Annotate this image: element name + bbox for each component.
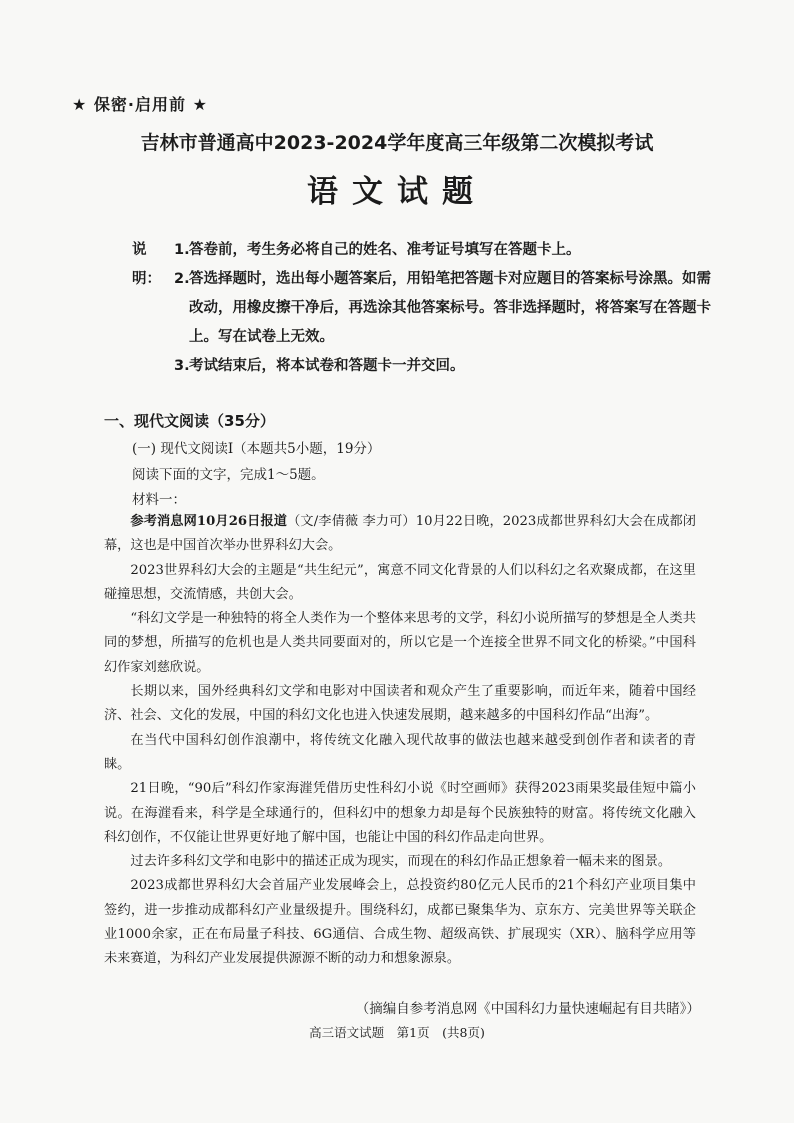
exam-title: 吉林市普通高中2023-2024学年度高三年级第二次模拟考试 — [140, 132, 654, 154]
instruction-text: 答选择题时，选出每小题答案后，用铅笔把答题卡对应题目的答案标号涂黑。如需改动，用橡皮擦干净后，再选涂其他答案标号。答非选择题时，将答案写在答题卡上。写在试卷上无效。 — [189, 271, 711, 345]
instructions-block — [132, 236, 722, 381]
reading-instruction: 阅读下面的文字，完成1～5题。 — [132, 467, 325, 483]
instruction-item — [174, 265, 722, 352]
article-paragraph: “科幻文学是一种独特的将全人类作为一个整体来思考的文学，科幻小说所描写的梦想是全人类共同的梦想，所描写的危机也是人类共同要面对的，所以它是一个连接全世界不同文化的桥梁。”中国科幻作家刘慈欣说。 — [104, 611, 696, 675]
page-footer: 高三语文试题 第1页 (共8页) — [309, 1025, 485, 1040]
instruction-number: 1. — [174, 242, 190, 258]
material-label: 材料一： — [132, 492, 186, 508]
instruction-text: 考试结束后，将本试卷和答题卡一并交回。 — [189, 358, 465, 374]
article-paragraph: 2023成都世界科幻大会首届产业发展峰会上，总投资约80亿元人民币的21个科幻产业项目集中签约，进一步推动成都科幻产业量级提升。围绕科幻，成都已聚集华为、京东方、完美世界等关联企业1000余家，正在布局量子科技、6G通信、合成生物、超级高铁、扩展现实（XR）、脑科学应用等未来赛道，为科幻产业发展提供源源不断的动力和想象源泉。 — [104, 878, 696, 967]
subject-title: 语文试题 — [307, 174, 487, 210]
section-subheading: (一) 现代文阅读Ⅰ（本题共5小题，19分） — [132, 441, 381, 457]
confidential-label: ★ 保密·启用前 ★ — [72, 95, 208, 114]
article-paragraph-text: （文/李倩薇 李力可）10月22日晚，2023成都世界科幻大会在成都闭幕，这也是中国首次举办世界科幻大会。 — [104, 514, 696, 554]
article-paragraph — [104, 510, 696, 559]
article-citation: （摘编自参考消息网《中国科幻力量快速崛起有目共睹》） — [355, 1001, 700, 1017]
instruction-number: 2. — [174, 271, 190, 287]
article-lead: 参考消息网10月26日报道 — [130, 514, 288, 529]
article-paragraph: 21日晚，“90后”科幻作家海漄凭借历史性科幻小说《时空画师》获得2023雨果奖最佳短中篇小说。在海漄看来，科学是全球通行的，但科幻中的想象力却是每个民族独特的财富。将传统文化融入科幻创作，不仅能让世界更好地了解中国，也能让中国的科幻作品走向世界。 — [104, 781, 696, 845]
section-heading: 一、现代文阅读（35分） — [104, 412, 275, 430]
instruction-item — [174, 352, 722, 381]
article-paragraph: 在当代中国科幻创作浪潮中，将传统文化融入现代故事的做法也越来越受到创作者和读者的青睐。 — [104, 732, 696, 772]
article-paragraph: 2023世界科幻大会的主题是“共生纪元”，寓意不同文化背景的人们以科幻之名欢聚成都，在这里碰撞思想，交流情感，共创大会。 — [104, 562, 696, 602]
article-body — [104, 510, 696, 972]
instruction-text: 答卷前，考生务必将自己的姓名、准考证号填写在答题卡上。 — [189, 242, 581, 258]
article-paragraph: 长期以来，国外经典科幻文学和电影对中国读者和观众产生了重要影响，而近年来，随着中国经济、社会、文化的发展，中国的科幻文化也进入快速发展期，越来越多的中国科幻作品“出海”。 — [104, 684, 696, 724]
instruction-item — [174, 236, 722, 265]
instruction-number: 3. — [174, 358, 190, 374]
article-paragraph: 过去许多科幻文学和电影中的描述正成为现实，而现在的科幻作品正想象着一幅未来的图景。 — [130, 854, 672, 870]
instructions-label: 说明： — [132, 242, 161, 287]
